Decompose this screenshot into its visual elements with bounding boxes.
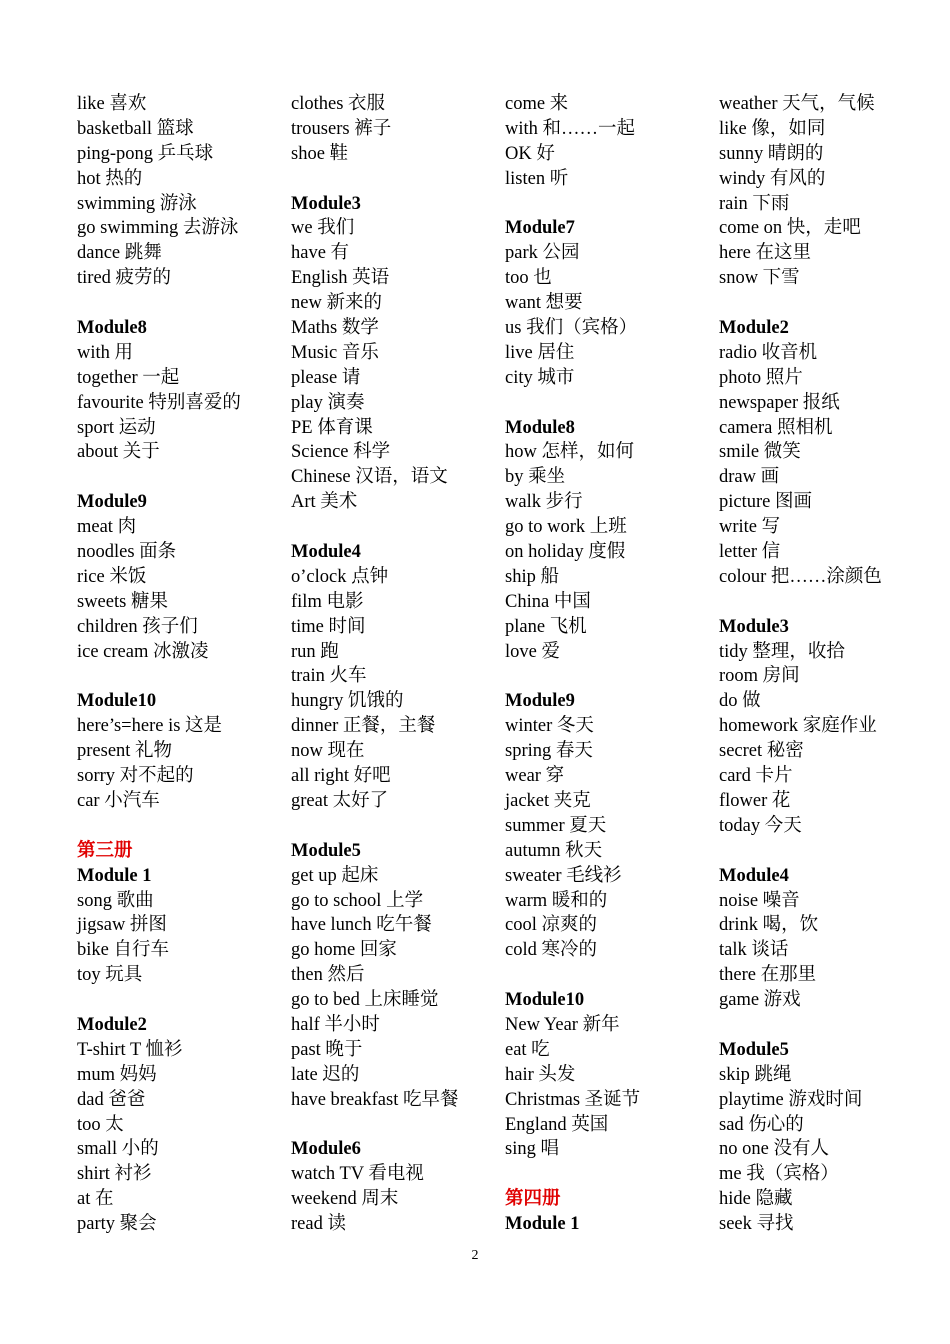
vocab-entry: wear 穿 <box>505 766 565 787</box>
module-heading: Module8 <box>505 417 575 438</box>
vocab-entry: ship 船 <box>505 566 559 587</box>
module-heading: Module7 <box>505 218 575 239</box>
vocab-entry: jigsaw 拼图 <box>77 915 167 936</box>
blank-line <box>505 963 710 988</box>
blank-line <box>291 1113 496 1138</box>
vocab-entry: get up 起床 <box>291 865 379 886</box>
blank-line <box>291 515 496 540</box>
volume-heading: 第四册 <box>505 1189 561 1210</box>
vocab-entry: train 火车 <box>291 666 367 687</box>
vocab-entry: us 我们（宾格） <box>505 318 638 339</box>
vocab-entry: Christmas 圣诞节 <box>505 1089 641 1110</box>
vocab-entry: tired 疲劳的 <box>77 268 172 289</box>
vocab-entry: favourite 特别喜爱的 <box>77 392 241 413</box>
vocab-entry: too 太 <box>77 1114 124 1135</box>
vocab-entry: radio 收音机 <box>719 342 818 363</box>
vocab-entry: hair 头发 <box>505 1064 576 1085</box>
vocab-entry: on holiday 度假 <box>505 542 626 563</box>
vocab-entry: go to school 上学 <box>291 890 424 911</box>
module-heading: Module10 <box>505 990 585 1011</box>
vocab-entry: game 游戏 <box>719 990 801 1011</box>
vocab-entry: we 我们 <box>291 218 355 239</box>
blank-line <box>505 664 710 689</box>
vocab-entry: by 乘坐 <box>505 467 566 488</box>
vocab-entry: at 在 <box>77 1189 114 1210</box>
vocab-entry: Chinese 汉语，语文 <box>291 467 448 488</box>
vocab-entry: do 做 <box>719 691 761 712</box>
vocab-entry: like 喜欢 <box>77 94 147 114</box>
vocab-entry: late 迟的 <box>291 1064 360 1085</box>
vocab-entry: sweets 糖果 <box>77 591 168 612</box>
blank-line <box>719 1013 924 1038</box>
vocab-entry: homework 家庭作业 <box>719 716 877 737</box>
vocab-entry: shoe 鞋 <box>291 143 349 164</box>
vocab-entry: love 爱 <box>505 641 560 662</box>
vocab-entry: secret 秘密 <box>719 741 804 762</box>
vocab-entry: summer 夏天 <box>505 815 607 836</box>
volume-heading: 第三册 <box>77 840 133 861</box>
vocab-entry: weather 天气，气候 <box>719 94 875 114</box>
vocab-entry: come on 快，走吧 <box>719 218 861 239</box>
vocab-entry: please 请 <box>291 367 361 388</box>
vocab-entry: bike 自行车 <box>77 940 169 961</box>
vocab-entry: then 然后 <box>291 965 365 986</box>
vocab-entry: hide 隐藏 <box>719 1189 793 1210</box>
vocab-entry: dance 跳舞 <box>77 243 162 264</box>
vocab-entry: talk 谈话 <box>719 940 789 961</box>
vocab-entry: English 英语 <box>291 268 390 289</box>
page-number: 2 <box>471 1248 479 1263</box>
blank-line <box>77 988 282 1013</box>
vocab-entry: Science 科学 <box>291 442 391 463</box>
blank-line <box>505 391 710 416</box>
vocab-entry: together 一起 <box>77 367 180 388</box>
vocab-entry: have 有 <box>291 243 350 264</box>
vocab-entry: noodles 面条 <box>77 542 177 563</box>
vocab-entry: Maths 数学 <box>291 318 379 339</box>
vocab-entry: run 跑 <box>291 641 339 662</box>
vocab-entry: camera 照相机 <box>719 417 833 438</box>
blank-line <box>719 291 924 316</box>
vocab-entry: there 在那里 <box>719 965 817 986</box>
vocab-entry: want 想要 <box>505 293 583 314</box>
vocab-entry: dad 爸爸 <box>77 1089 146 1110</box>
vocab-entry: song 歌曲 <box>77 890 154 911</box>
vocab-entry: China 中国 <box>505 591 591 612</box>
module-heading: Module2 <box>719 318 789 339</box>
blank-line <box>291 814 496 839</box>
vocab-entry: sweater 毛线衫 <box>505 865 622 886</box>
vocab-entry: spring 春天 <box>505 741 593 762</box>
vocab-entry: listen 听 <box>505 168 569 189</box>
vocab-entry: time 时间 <box>291 616 366 637</box>
vocab-entry: sad 伤心的 <box>719 1114 804 1135</box>
vocab-entry: with 和……一起 <box>505 118 636 139</box>
vocab-entry: watch TV 看电视 <box>291 1164 424 1185</box>
vocab-entry: newspaper 报纸 <box>719 392 840 413</box>
vocab-entry: have lunch 吃午餐 <box>291 915 432 936</box>
vocab-entry: photo 照片 <box>719 367 803 388</box>
blank-line <box>77 814 282 839</box>
vocab-entry: OK 好 <box>505 143 555 164</box>
vocab-entry: noise 噪音 <box>719 890 800 911</box>
vocab-entry: cool 凉爽的 <box>505 915 597 936</box>
vocab-entry: ping-pong 乒乓球 <box>77 143 214 164</box>
blank-line <box>291 167 496 192</box>
vocab-entry: go to bed 上床睡觉 <box>291 990 439 1011</box>
vocab-entry: toy 玩具 <box>77 965 143 986</box>
vocab-entry: weekend 周末 <box>291 1189 399 1210</box>
vocab-entry: tidy 整理，收拾 <box>719 641 845 662</box>
vocab-column-3 <box>505 92 710 1237</box>
vocab-entry: smile 微笑 <box>719 442 801 463</box>
module-heading: Module6 <box>291 1139 361 1160</box>
vocab-entry: sing 唱 <box>505 1139 559 1160</box>
vocab-entry: half 半小时 <box>291 1014 380 1035</box>
vocab-entry: England 英国 <box>505 1114 609 1135</box>
vocab-entry: write 写 <box>719 517 781 538</box>
vocab-entry: go swimming 去游泳 <box>77 218 239 239</box>
vocab-entry: drink 喝，饮 <box>719 915 819 936</box>
blank-line <box>719 590 924 615</box>
vocab-entry: colour 把……涂颜色 <box>719 566 882 587</box>
vocab-column-4 <box>719 92 924 1237</box>
vocab-entry: sport 运动 <box>77 417 156 438</box>
blank-line <box>505 1162 710 1187</box>
vocab-column-1 <box>77 92 282 1237</box>
module-heading: Module5 <box>291 840 361 861</box>
vocab-entry: PE 体育课 <box>291 417 373 438</box>
vocab-entry: cold 寒冷的 <box>505 940 597 961</box>
vocab-entry: basketball 篮球 <box>77 118 194 139</box>
vocab-entry: mum 妈妈 <box>77 1064 157 1085</box>
vocab-entry: past 晚于 <box>291 1039 363 1060</box>
vocab-entry: shirt 衬衫 <box>77 1164 152 1185</box>
vocab-entry: how 怎样，如何 <box>505 442 634 463</box>
vocab-entry: T-shirt T 恤衫 <box>77 1039 183 1060</box>
vocab-entry: here’s=here is 这是 <box>77 716 223 737</box>
vocab-entry: plane 飞机 <box>505 616 587 637</box>
module-heading: Module 1 <box>505 1214 580 1235</box>
vocab-entry: picture 图画 <box>719 492 812 513</box>
vocab-entry: come 来 <box>505 94 569 114</box>
vocab-entry: hot 热的 <box>77 168 143 189</box>
vocab-entry: playtime 游戏时间 <box>719 1089 863 1110</box>
vocab-entry: New Year 新年 <box>505 1014 620 1035</box>
vocab-entry: seek 寻找 <box>719 1214 794 1235</box>
vocab-entry: dinner 正餐，主餐 <box>291 716 436 737</box>
blank-line <box>77 664 282 689</box>
module-heading: Module3 <box>291 193 361 214</box>
vocab-entry: winter 冬天 <box>505 716 594 737</box>
vocab-entry: great 太好了 <box>291 790 389 811</box>
vocab-entry: have breakfast 吃早餐 <box>291 1089 459 1110</box>
blank-line <box>505 192 710 217</box>
blank-line <box>77 291 282 316</box>
module-heading: Module8 <box>77 318 147 339</box>
vocab-entry: letter 信 <box>719 542 781 563</box>
vocab-entry: flower 花 <box>719 790 791 811</box>
vocab-entry: read 读 <box>291 1214 346 1235</box>
vocab-entry: with 用 <box>77 342 134 363</box>
module-heading: Module3 <box>719 616 789 637</box>
vocab-entry: walk 步行 <box>505 492 583 513</box>
vocab-entry: eat 吃 <box>505 1039 550 1060</box>
vocab-entry: meat 肉 <box>77 517 137 538</box>
vocab-entry: party 聚会 <box>77 1214 157 1235</box>
vocab-entry: like 像，如同 <box>719 118 826 139</box>
vocab-entry: about 关于 <box>77 442 160 463</box>
vocab-entry: play 演奏 <box>291 392 365 413</box>
vocab-entry: warm 暖和的 <box>505 890 608 911</box>
module-heading: Module10 <box>77 691 157 712</box>
vocab-entry: me 我（宾格） <box>719 1164 839 1185</box>
vocab-entry: now 现在 <box>291 741 365 762</box>
blank-line <box>719 839 924 864</box>
module-heading: Module2 <box>77 1014 147 1035</box>
vocab-entry: today 今天 <box>719 815 802 836</box>
vocab-entry: new 新来的 <box>291 293 382 314</box>
vocab-entry: sorry 对不起的 <box>77 766 194 787</box>
vocab-entry: sunny 晴朗的 <box>719 143 824 164</box>
vocab-entry: Art 美术 <box>291 492 358 513</box>
vocab-entry: film 电影 <box>291 591 364 612</box>
vocab-entry: all right 好吧 <box>291 766 391 787</box>
vocab-entry: ice cream 冰激凌 <box>77 641 209 662</box>
vocab-entry: autumn 秋天 <box>505 840 603 861</box>
vocab-entry: room 房间 <box>719 666 800 687</box>
vocab-entry: clothes 衣服 <box>291 94 386 114</box>
vocab-entry: trousers 裤子 <box>291 118 392 139</box>
blank-line <box>77 465 282 490</box>
vocab-entry: live 居住 <box>505 342 575 363</box>
vocab-entry: children 孩子们 <box>77 616 198 637</box>
vocab-entry: here 在这里 <box>719 243 811 264</box>
vocab-entry: too 也 <box>505 268 552 289</box>
vocab-entry: car 小汽车 <box>77 790 160 811</box>
module-heading: Module5 <box>719 1039 789 1060</box>
vocab-entry: card 卡片 <box>719 766 793 787</box>
module-heading: Module9 <box>505 691 575 712</box>
module-heading: Module 1 <box>77 865 152 886</box>
vocab-entry: Music 音乐 <box>291 342 379 363</box>
vocab-entry: o’clock 点钟 <box>291 566 389 587</box>
vocab-entry: present 礼物 <box>77 741 173 762</box>
module-heading: Module4 <box>291 542 361 563</box>
vocab-entry: skip 跳绳 <box>719 1064 792 1085</box>
vocab-column-2 <box>291 92 496 1237</box>
vocab-entry: city 城市 <box>505 367 575 388</box>
vocab-entry: hungry 饥饿的 <box>291 691 404 712</box>
vocab-entry: rice 米饭 <box>77 566 147 587</box>
vocab-entry: small 小的 <box>77 1139 159 1160</box>
vocab-entry: go to work 上班 <box>505 517 627 538</box>
vocab-entry: swimming 游泳 <box>77 193 197 214</box>
vocab-entry: no one 没有人 <box>719 1139 829 1160</box>
vocab-entry: park 公园 <box>505 243 580 264</box>
vocab-entry: snow 下雪 <box>719 268 800 289</box>
vocab-entry: draw 画 <box>719 467 780 488</box>
vocab-entry: go home 回家 <box>291 940 397 961</box>
vocab-entry: windy 有风的 <box>719 168 826 189</box>
module-heading: Module4 <box>719 865 789 886</box>
vocab-entry: rain 下雨 <box>719 193 790 214</box>
vocab-entry: jacket 夹克 <box>505 790 591 811</box>
module-heading: Module9 <box>77 492 147 513</box>
